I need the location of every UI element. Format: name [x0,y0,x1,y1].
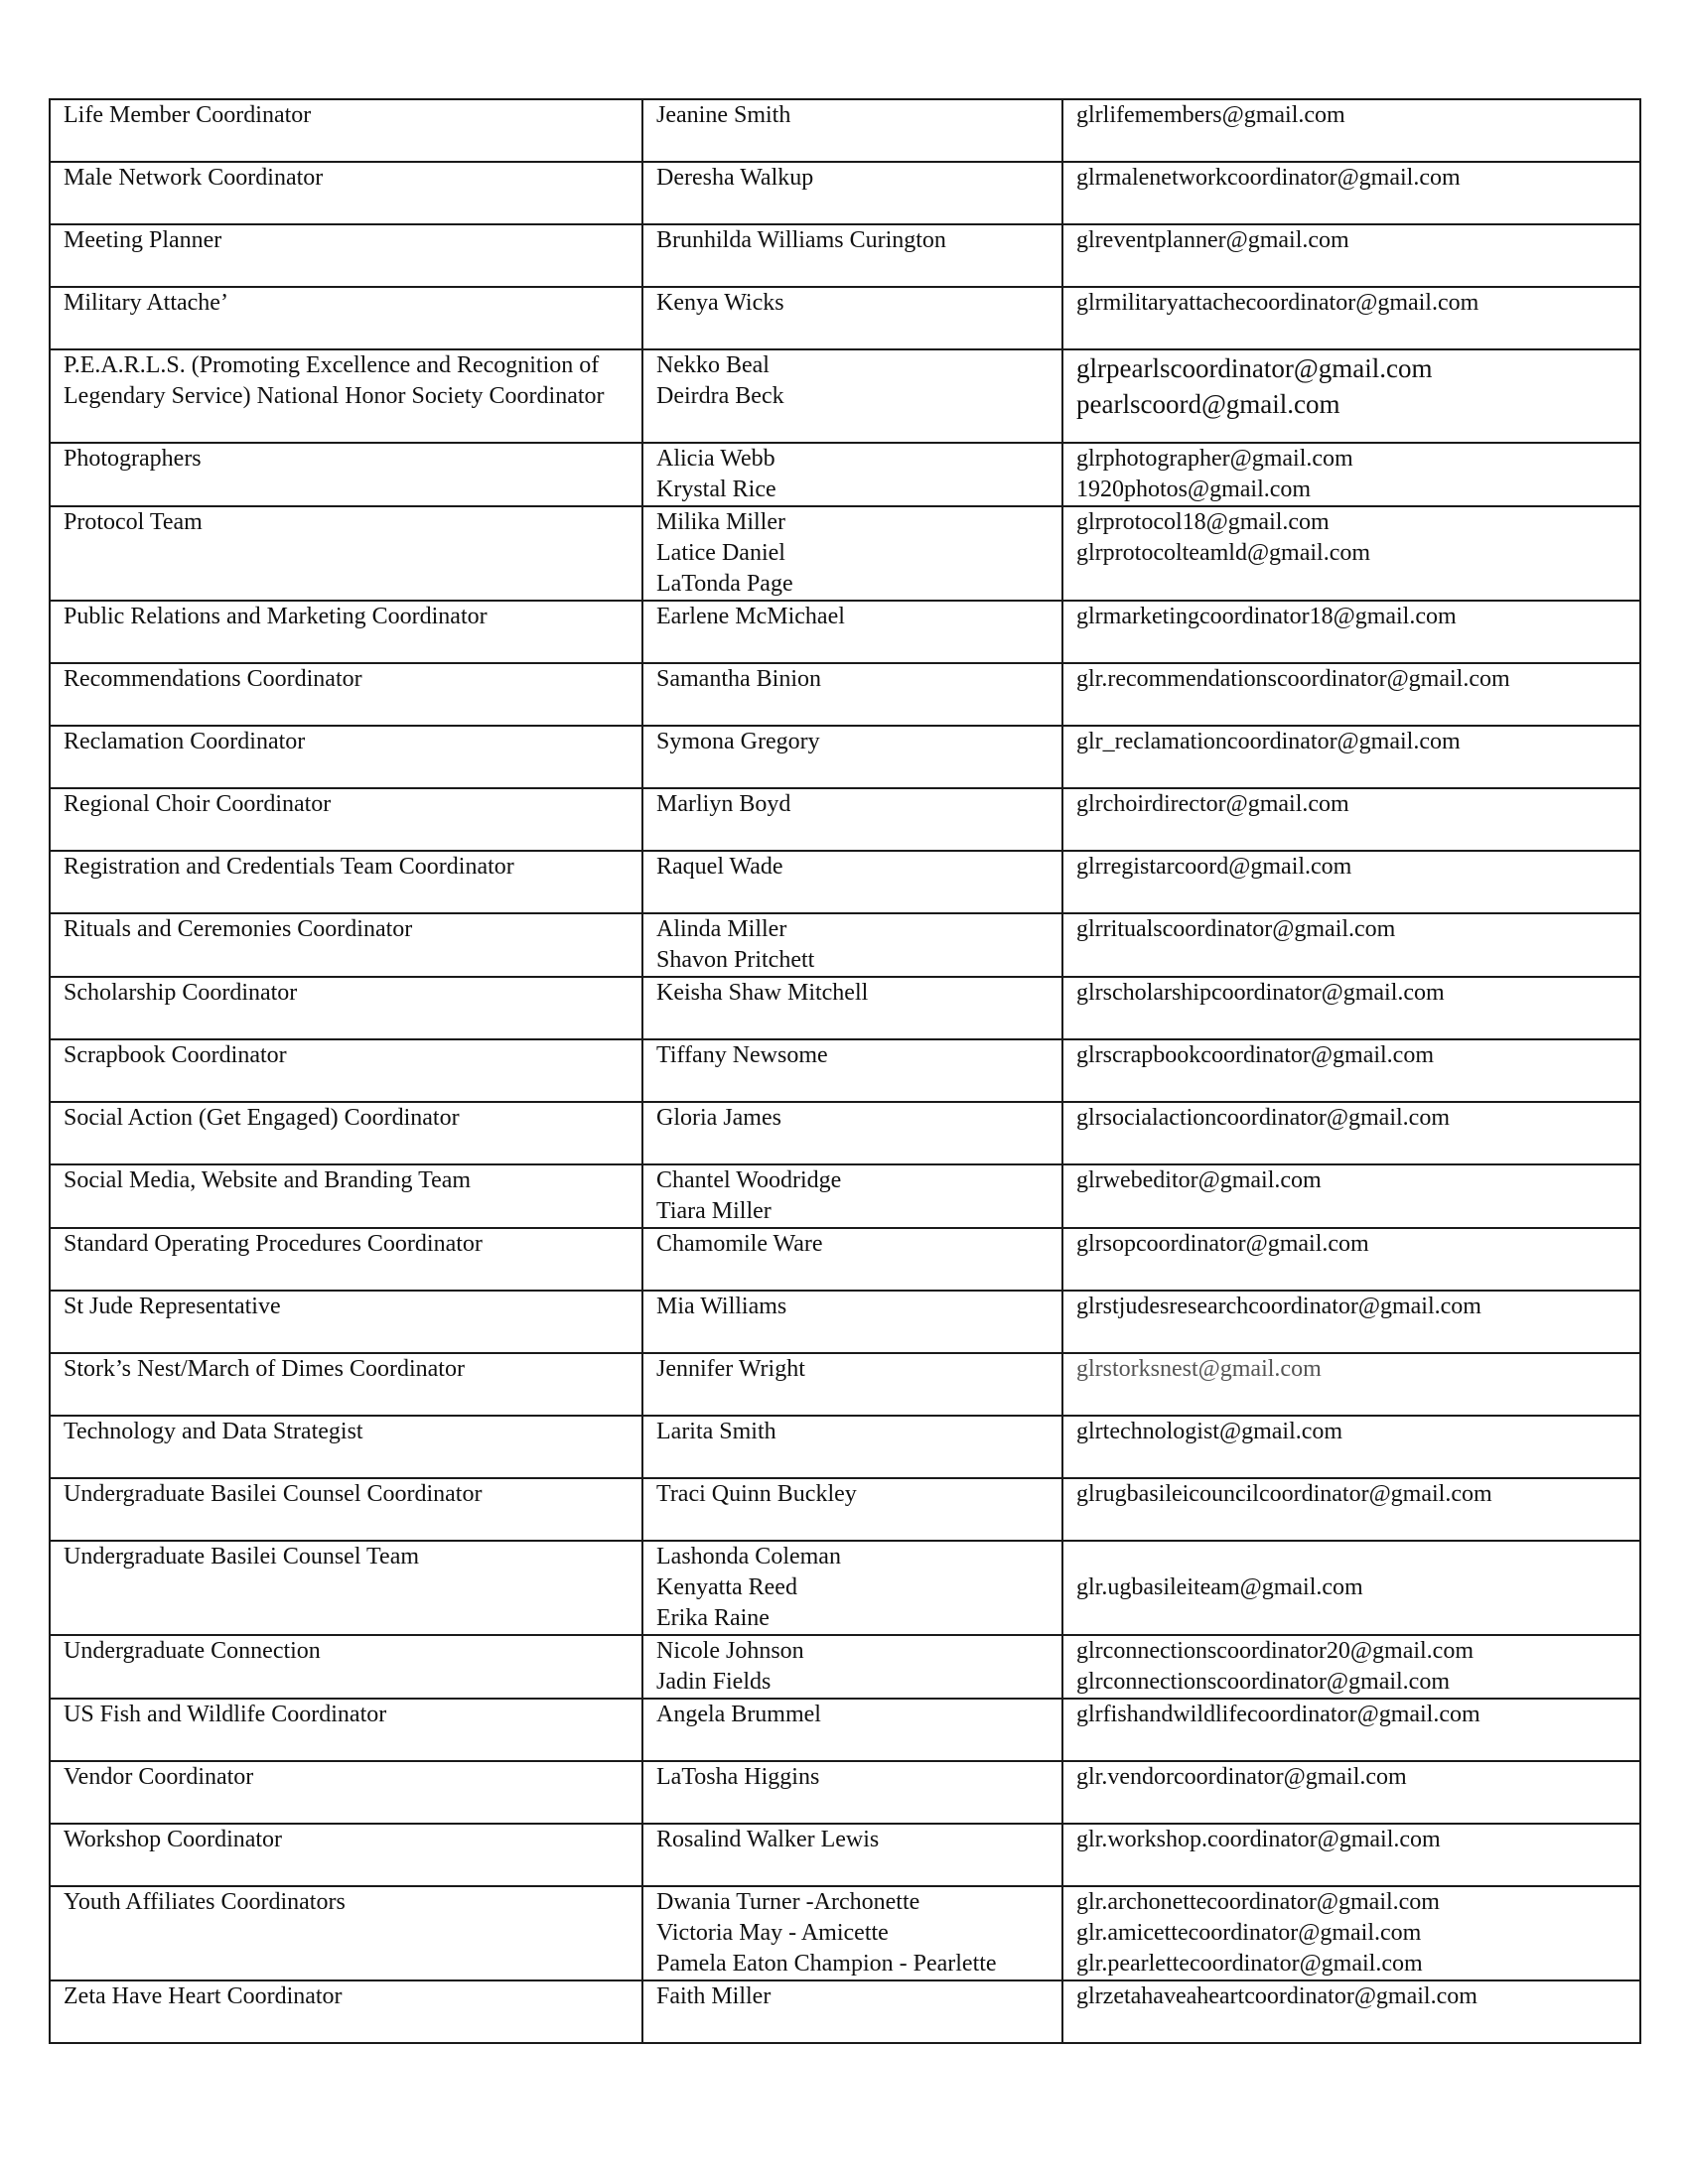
position-title: St Jude Representative [64,1294,281,1319]
email-address: glrmarketingcoordinator18@gmail.com [1076,604,1457,629]
email-cell [1062,1353,1640,1416]
person-name: Nekko Beal [656,352,770,378]
table-row [50,913,1640,977]
email-cell [1062,1416,1640,1478]
table-row [50,851,1640,913]
table-body [50,99,1640,2043]
person-name: Chamomile Ware [656,1231,823,1257]
person-name: Symona Gregory [656,729,820,754]
person-name: LaTonda Page [656,571,793,597]
email-cell [1062,1635,1640,1699]
person-name: Kenyatta Reed [656,1574,797,1600]
email-address: glrritualscoordinator@gmail.com [1076,916,1396,942]
names-cell [642,1980,1062,2043]
position-cell [50,913,642,977]
table-row [50,1761,1640,1824]
table-row [50,1102,1640,1164]
person-name: Lashonda Coleman [656,1544,841,1570]
email-cell [1062,913,1640,977]
names-cell [642,1699,1062,1761]
position-cell [50,1353,642,1416]
table-row [50,99,1640,162]
person-name: Latice Daniel [656,540,785,566]
email-address: glrmalenetworkcoordinator@gmail.com [1076,165,1461,191]
position-title: US Fish and Wildlife Coordinator [64,1702,387,1727]
position-cell [50,977,642,1039]
table-row [50,162,1640,224]
person-name: Kenya Wicks [656,290,784,316]
table-row [50,1416,1640,1478]
position-cell [50,1980,642,2043]
position-cell [50,1039,642,1102]
table-row [50,224,1640,287]
position-cell [50,287,642,349]
position-cell [50,1228,642,1291]
person-name: Rosalind Walker Lewis [656,1827,880,1852]
table-row [50,1228,1640,1291]
email-address: glrzetahaveaheartcoordinator@gmail.com [1076,1983,1477,2009]
table-row [50,726,1640,788]
position-title: Scholarship Coordinator [64,980,298,1006]
email-address: glr.pearlettecoordinator@gmail.com [1076,1951,1423,1977]
position-cell [50,788,642,851]
position-cell [50,1824,642,1886]
email-cell [1062,663,1640,726]
email-address: glrstjudesresearchcoordinator@gmail.com [1076,1294,1481,1319]
table-row [50,977,1640,1039]
names-cell [642,1102,1062,1164]
names-cell [642,162,1062,224]
email-cell [1062,349,1640,443]
person-name: Raquel Wade [656,854,783,880]
position-title: Rituals and Ceremonies Coordinator [64,916,413,942]
person-name: Victoria May - Amicette [656,1920,889,1946]
email-cell [1062,977,1640,1039]
table-row [50,1039,1640,1102]
email-cell [1062,99,1640,162]
names-cell [642,726,1062,788]
names-cell [642,349,1062,443]
person-name: Deirdra Beck [656,383,784,409]
table-row [50,1353,1640,1416]
position-cell [50,726,642,788]
person-name: Samantha Binion [656,666,821,692]
email-address: glrstorksnest@gmail.com [1076,1356,1322,1382]
position-title: Undergraduate Basilei Counsel Coordinator [64,1481,483,1507]
person-name: Angela Brummel [656,1702,821,1727]
email-cell [1062,1824,1640,1886]
position-cell [50,443,642,506]
person-name: Milika Miller [656,509,785,535]
table-row [50,287,1640,349]
position-title: Undergraduate Connection [64,1638,321,1664]
person-name: Nicole Johnson [656,1638,804,1664]
email-address: glrlifemembers@gmail.com [1076,102,1345,128]
table-row [50,601,1640,663]
person-name: Pamela Eaton Champion - Pearlette [656,1951,997,1977]
email-address: pearlscoord@gmail.com [1076,389,1340,419]
position-cell [50,1635,642,1699]
person-name: LaTosha Higgins [656,1764,820,1790]
position-title: Zeta Have Heart Coordinator [64,1983,343,2009]
email-cell [1062,506,1640,601]
email-address: glrprotocolteamld@gmail.com [1076,540,1371,566]
names-cell [642,851,1062,913]
person-name: Dwania Turner -Archonette [656,1889,920,1915]
table-row [50,1164,1640,1228]
email-cell [1062,1478,1640,1541]
email-address: glrpearlscoordinator@gmail.com [1076,353,1433,383]
position-cell [50,1416,642,1478]
position-title: Male Network Coordinator [64,165,324,191]
position-title: Vendor Coordinator [64,1764,254,1790]
email-cell [1062,788,1640,851]
email-cell [1062,1291,1640,1353]
table-row [50,1699,1640,1761]
position-cell [50,851,642,913]
table-row [50,1635,1640,1699]
person-name: Alinda Miller [656,916,787,942]
names-cell [642,601,1062,663]
position-title: Youth Affiliates Coordinators [64,1889,346,1915]
person-name: Earlene McMichael [656,604,845,629]
email-address: glrsocialactioncoordinator@gmail.com [1076,1105,1450,1131]
email-address: glr.workshop.coordinator@gmail.com [1076,1827,1441,1852]
position-title: P.E.A.R.L.S. (Promoting Excellence and Recognition of Legendary Service) National Honor Society Coordinator [64,352,605,409]
email-cell [1062,851,1640,913]
email-address: glr_reclamationcoordinator@gmail.com [1076,729,1461,754]
email-cell [1062,162,1640,224]
email-address: glrprotocol18@gmail.com [1076,509,1330,535]
position-title: Military Attache’ [64,290,228,316]
position-cell [50,162,642,224]
email-cell [1062,1228,1640,1291]
table-row [50,1291,1640,1353]
names-cell [642,913,1062,977]
position-title: Meeting Planner [64,227,222,253]
email-address: 1920photos@gmail.com [1076,477,1312,502]
table-row [50,1980,1640,2043]
person-name: Mia Williams [656,1294,787,1319]
names-cell [642,1416,1062,1478]
table-row [50,349,1640,443]
email-cell [1062,1541,1640,1635]
position-cell [50,1886,642,1980]
position-title: Undergraduate Basilei Counsel Team [64,1544,420,1570]
position-title: Life Member Coordinator [64,102,312,128]
names-cell [642,663,1062,726]
email-address: glrphotographer@gmail.com [1076,446,1353,472]
position-title: Workshop Coordinator [64,1827,283,1852]
email-address: glrconnectionscoordinator20@gmail.com [1076,1638,1474,1664]
position-title: Stork’s Nest/March of Dimes Coordinator [64,1356,465,1382]
position-cell [50,224,642,287]
names-cell [642,1291,1062,1353]
table-row [50,1824,1640,1886]
email-cell [1062,1164,1640,1228]
names-cell [642,1228,1062,1291]
email-address: glrscrapbookcoordinator@gmail.com [1076,1042,1434,1068]
email-address: glrtechnologist@gmail.com [1076,1419,1343,1444]
email-address: glrregistarcoord@gmail.com [1076,854,1352,880]
email-cell [1062,1761,1640,1824]
position-title: Photographers [64,446,202,472]
names-cell [642,287,1062,349]
position-cell [50,1699,642,1761]
position-cell [50,99,642,162]
person-name: Chantel Woodridge [656,1167,842,1193]
names-cell [642,1635,1062,1699]
table-row [50,506,1640,601]
email-address: glrwebeditor@gmail.com [1076,1167,1322,1193]
email-address: glr.vendorcoordinator@gmail.com [1076,1764,1407,1790]
position-cell [50,349,642,443]
person-name: Shavon Pritchett [656,947,815,973]
person-name: Krystal Rice [656,477,776,502]
position-title: Protocol Team [64,509,203,535]
email-address: glr.ugbasileiteam@gmail.com [1076,1574,1363,1600]
names-cell [642,788,1062,851]
position-title: Public Relations and Marketing Coordinator [64,604,488,629]
position-title: Recommendations Coordinator [64,666,362,692]
person-name: Jennifer Wright [656,1356,805,1382]
email-cell [1062,287,1640,349]
position-cell [50,1164,642,1228]
names-cell [642,1353,1062,1416]
names-cell [642,1039,1062,1102]
position-title: Technology and Data Strategist [64,1419,363,1444]
email-address: glrscholarshipcoordinator@gmail.com [1076,980,1445,1006]
table-row [50,788,1640,851]
email-address: glrugbasileicouncilcoordinator@gmail.com [1076,1481,1492,1507]
table-row [50,1478,1640,1541]
person-name: Larita Smith [656,1419,776,1444]
person-name: Brunhilda Williams Curington [656,227,946,253]
email-cell [1062,1699,1640,1761]
person-name: Alicia Webb [656,446,775,472]
position-cell [50,1102,642,1164]
person-name: Faith Miller [656,1983,772,2009]
position-cell [50,1291,642,1353]
position-cell [50,663,642,726]
position-cell [50,506,642,601]
person-name: Tiara Miller [656,1198,772,1224]
email-cell [1062,601,1640,663]
names-cell [642,506,1062,601]
email-cell [1062,224,1640,287]
email-address: glreventplanner@gmail.com [1076,227,1349,253]
table-row [50,663,1640,726]
email-address: glr.amicettecoordinator@gmail.com [1076,1920,1422,1946]
email-cell [1062,1886,1640,1980]
email-address: glrfishandwildlifecoordinator@gmail.com [1076,1702,1480,1727]
person-name: Gloria James [656,1105,781,1131]
table-row [50,443,1640,506]
email-cell [1062,726,1640,788]
email-address: glrmilitaryattachecoordinator@gmail.com [1076,290,1479,316]
person-name: Erika Raine [656,1605,770,1631]
names-cell [642,443,1062,506]
position-title: Reclamation Coordinator [64,729,306,754]
person-name: Traci Quinn Buckley [656,1481,857,1507]
email-cell [1062,1102,1640,1164]
person-name: Tiffany Newsome [656,1042,828,1068]
names-cell [642,1478,1062,1541]
person-name: Keisha Shaw Mitchell [656,980,869,1006]
position-cell [50,1761,642,1824]
names-cell [642,977,1062,1039]
names-cell [642,1886,1062,1980]
person-name: Jadin Fields [656,1669,772,1695]
position-title: Standard Operating Procedures Coordinator [64,1231,483,1257]
table-row [50,1886,1640,1980]
names-cell [642,99,1062,162]
names-cell [642,224,1062,287]
position-cell [50,601,642,663]
email-address: glr.archonettecoordinator@gmail.com [1076,1889,1440,1915]
email-cell [1062,443,1640,506]
position-title: Scrapbook Coordinator [64,1042,287,1068]
email-cell [1062,1039,1640,1102]
email-address: glrsopcoordinator@gmail.com [1076,1231,1369,1257]
position-title: Registration and Credentials Team Coordinator [64,854,514,880]
person-name: Jeanine Smith [656,102,791,128]
position-cell [50,1478,642,1541]
position-cell [50,1541,642,1635]
names-cell [642,1761,1062,1824]
table-row [50,1541,1640,1635]
names-cell [642,1541,1062,1635]
names-cell [642,1824,1062,1886]
person-name: Marliyn Boyd [656,791,791,817]
email-cell [1062,1980,1640,2043]
email-address: glrconnectionscoordinator@gmail.com [1076,1669,1450,1695]
email-address: glrchoirdirector@gmail.com [1076,791,1349,817]
email-address: glr.recommendationscoordinator@gmail.com [1076,666,1510,692]
names-cell [642,1164,1062,1228]
person-name: Deresha Walkup [656,165,814,191]
position-title: Regional Choir Coordinator [64,791,332,817]
position-title: Social Media, Website and Branding Team [64,1167,472,1193]
position-title: Social Action (Get Engaged) Coordinator [64,1105,460,1131]
coordinator-directory-table [49,98,1641,2044]
